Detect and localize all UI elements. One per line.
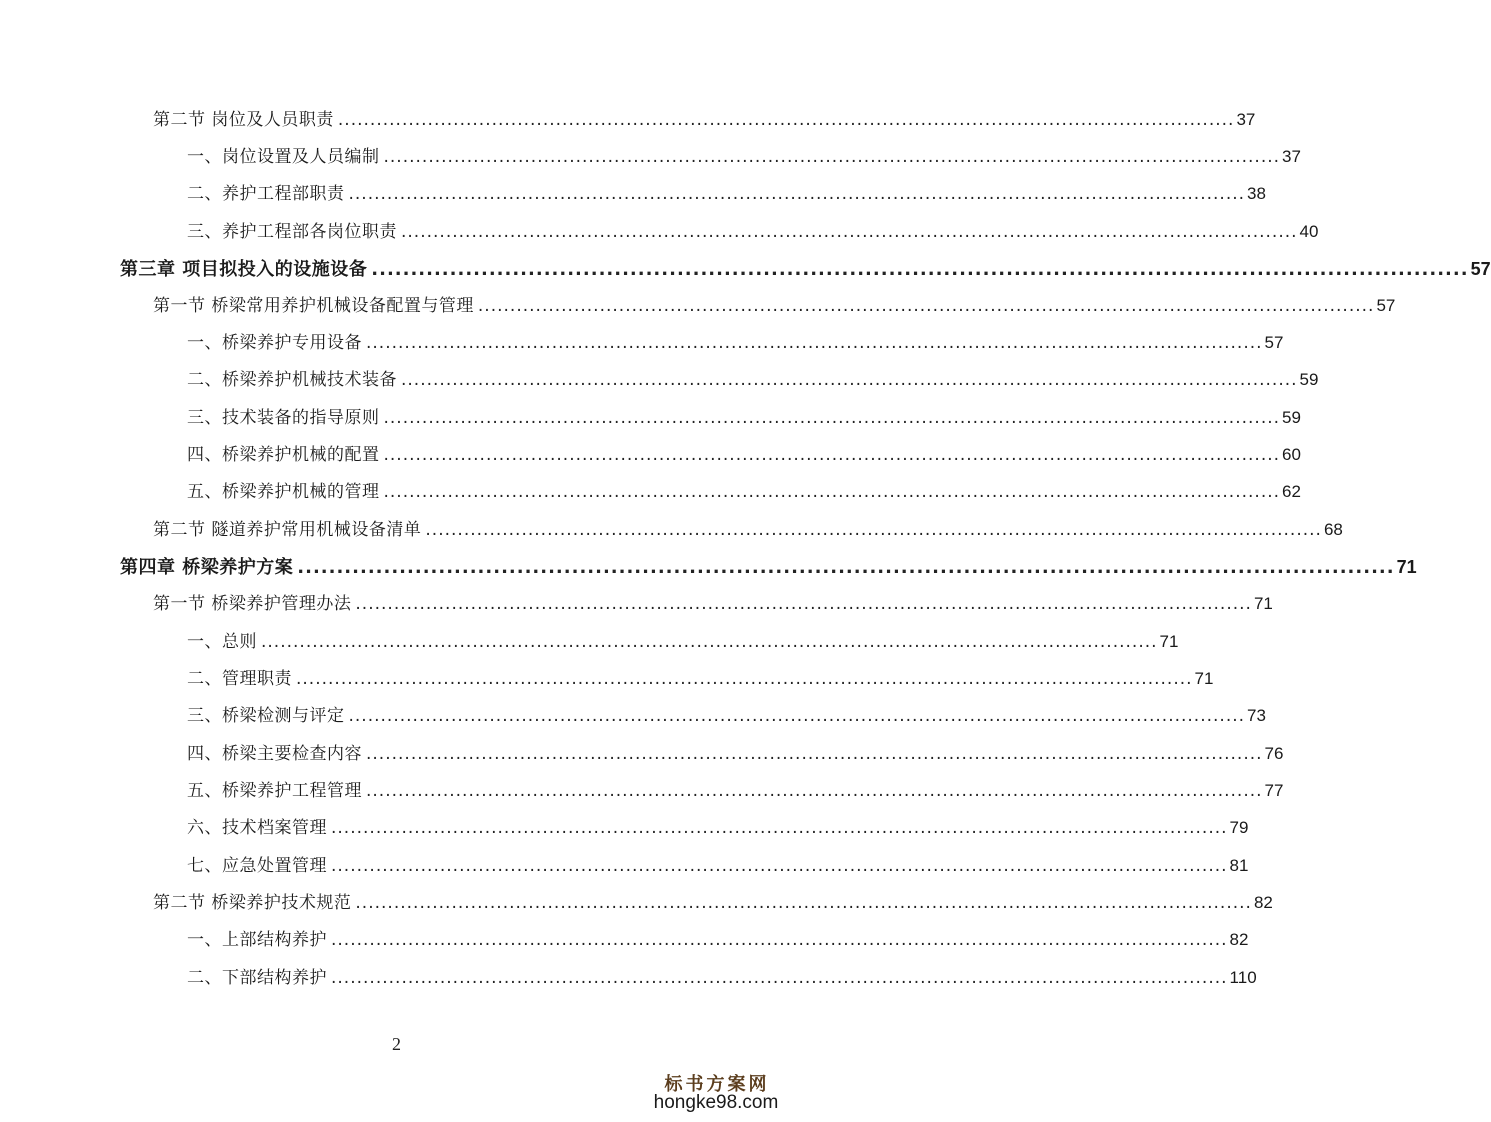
toc-entry-page: 59 — [1299, 370, 1319, 389]
toc-entry-title: 一、上部结构养护 — [187, 930, 327, 950]
toc-entry-title: 一、总则 — [187, 632, 257, 652]
toc-entry[interactable] — [187, 221, 1319, 243]
toc-entry[interactable] — [187, 631, 1179, 653]
page-number: 2 — [392, 1034, 401, 1054]
toc-entry[interactable] — [187, 929, 1249, 951]
toc-entry-title: 二、桥梁养护机械技术装备 — [187, 370, 397, 390]
toc-entry[interactable] — [187, 332, 1284, 354]
toc-entry-title: 七、应急处置管理 — [187, 856, 327, 876]
toc-entry[interactable] — [187, 780, 1284, 802]
toc-chapter-entry[interactable] — [120, 556, 1417, 578]
toc-leader: ............................................................................................................................................ — [401, 370, 1298, 390]
toc-leader: ............................................................................................................................................ — [348, 706, 1246, 726]
toc-entry-title: 第一节 桥梁养护管理办法 — [153, 594, 352, 614]
toc-entry-title: 五、桥梁养护机械的管理 — [187, 482, 380, 502]
toc-entry-title: 三、技术装备的指导原则 — [187, 408, 380, 428]
toc-entry[interactable] — [187, 817, 1249, 839]
toc-entry-page: 57 — [1264, 333, 1284, 352]
toc-entry-page: 82 — [1229, 930, 1249, 949]
toc-leader: ............................................................................................................................................ — [355, 594, 1252, 614]
toc-entry-page: 76 — [1264, 744, 1284, 763]
toc-entry-page: 40 — [1299, 222, 1319, 241]
toc-chapter-title: 第四章 桥梁养护方案 — [120, 557, 294, 578]
toc-leader: ............................................................................................................................................ — [331, 968, 1228, 988]
toc-entry-page: 71 — [1194, 669, 1214, 688]
toc-entry[interactable] — [187, 444, 1301, 466]
toc-entry-title: 四、桥梁养护机械的配置 — [187, 445, 380, 465]
toc-entry[interactable] — [153, 295, 1396, 317]
toc-chapter-page: 57 — [1470, 259, 1491, 279]
toc-entry-title: 五、桥梁养护工程管理 — [187, 781, 362, 801]
toc-leader: ............................................................................................................................................ — [261, 632, 1158, 652]
toc-leader: ............................................................................................................................................ — [348, 184, 1246, 204]
toc-entry-title: 第二节 岗位及人员职责 — [153, 110, 334, 130]
toc-leader: ............................................................................................................................................ — [366, 333, 1263, 353]
toc-chapter-entry[interactable] — [120, 258, 1491, 280]
toc-leader: ............................................................................................................................................ — [383, 482, 1281, 502]
toc-leader: ............................................................................................................................................ — [401, 222, 1298, 242]
toc-entry-title: 四、桥梁主要检查内容 — [187, 744, 362, 764]
toc-entry-page: 57 — [1376, 296, 1396, 315]
toc-leader: ............................................................................................................................................ — [355, 893, 1252, 913]
toc-leader: ............................................................................................................................................ — [371, 259, 1469, 280]
toc-entry-title: 第二节 桥梁养护技术规范 — [153, 893, 352, 913]
toc-leader: ............................................................................................................................................ — [331, 818, 1228, 838]
toc-entry-title: 第二节 隧道养护常用机械设备清单 — [153, 520, 422, 540]
watermark-logo-text: 标书方案网 — [664, 1074, 770, 1095]
toc-leader: ............................................................................................................................................ — [383, 147, 1281, 167]
toc-entry-page: 110 — [1229, 968, 1257, 987]
toc-entry-page: 73 — [1247, 706, 1266, 725]
toc-entry-title: 二、下部结构养护 — [187, 968, 327, 988]
toc-leader: ............................................................................................................................................ — [337, 110, 1235, 130]
toc-entry[interactable] — [153, 892, 1273, 914]
toc-entry-page: 68 — [1323, 520, 1343, 539]
toc-entry-title: 三、桥梁检测与评定 — [187, 706, 345, 726]
toc-entry-page: 77 — [1264, 781, 1284, 800]
toc-entry-page: 37 — [1236, 110, 1256, 129]
toc-leader: ............................................................................................................................................ — [366, 744, 1263, 764]
toc-entry-page: 59 — [1282, 408, 1301, 427]
toc-entry-title: 一、桥梁养护专用设备 — [187, 333, 362, 353]
toc-chapter-title: 第三章 项目拟投入的设施设备 — [120, 259, 368, 280]
toc-entry-page: 71 — [1159, 632, 1179, 651]
toc-entry[interactable] — [187, 855, 1249, 877]
toc-entry-title: 六、技术档案管理 — [187, 818, 327, 838]
toc-leader: ............................................................................................................................................ — [296, 669, 1193, 689]
toc-entry-page: 81 — [1229, 856, 1249, 875]
toc-entry-title: 三、养护工程部各岗位职责 — [187, 222, 397, 242]
watermark-url: hongke98.com — [653, 1092, 779, 1113]
toc-entry[interactable] — [187, 146, 1301, 168]
toc-entry-page: 79 — [1229, 818, 1249, 837]
toc-leader: ............................................................................................................................................ — [331, 930, 1228, 950]
toc-entry-page: 38 — [1247, 184, 1266, 203]
toc-entry[interactable] — [153, 109, 1256, 131]
toc-leader: ............................................................................................................................................ — [477, 296, 1375, 316]
toc-entry[interactable] — [187, 481, 1301, 503]
toc-entry-page: 71 — [1253, 594, 1273, 613]
toc-entry-title: 一、岗位设置及人员编制 — [187, 147, 380, 167]
toc-entry[interactable] — [187, 705, 1266, 727]
toc-entry[interactable] — [187, 183, 1266, 205]
toc-entry[interactable] — [187, 407, 1301, 429]
toc-leader: ............................................................................................................................................ — [297, 557, 1395, 578]
toc-entry-page: 37 — [1282, 147, 1301, 166]
toc-entry-page: 60 — [1282, 445, 1301, 464]
toc-entry[interactable] — [187, 743, 1284, 765]
toc-entry-page: 62 — [1282, 482, 1301, 501]
toc-entry[interactable] — [187, 369, 1319, 391]
toc-leader: ............................................................................................................................................ — [425, 520, 1322, 540]
toc-chapter-page: 71 — [1396, 557, 1417, 577]
toc-entry[interactable] — [153, 593, 1273, 615]
toc-leader: ............................................................................................................................................ — [366, 781, 1263, 801]
toc-leader: ............................................................................................................................................ — [383, 445, 1281, 465]
toc-entry-title: 第一节 桥梁常用养护机械设备配置与管理 — [153, 296, 474, 316]
toc-entry-title: 二、管理职责 — [187, 669, 292, 689]
toc-leader: ............................................................................................................................................ — [383, 408, 1281, 428]
toc-entry[interactable] — [153, 519, 1343, 541]
toc-entry[interactable] — [187, 668, 1214, 690]
toc-entry-page: 82 — [1253, 893, 1273, 912]
toc-leader: ............................................................................................................................................ — [331, 856, 1228, 876]
toc-entry[interactable] — [187, 967, 1257, 989]
toc-entry-title: 二、养护工程部职责 — [187, 184, 345, 204]
